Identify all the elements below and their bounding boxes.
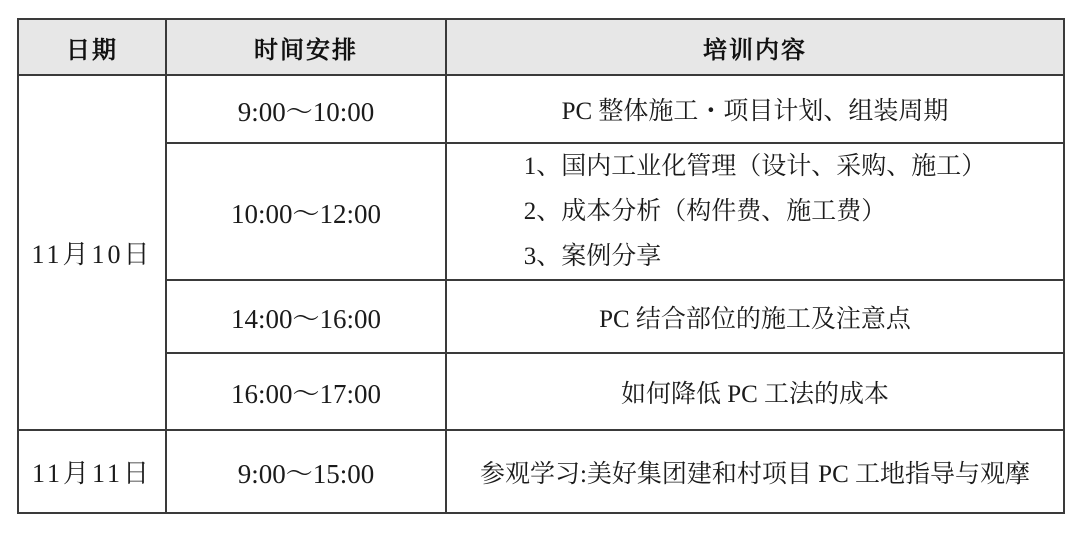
content-cell [446, 143, 1064, 280]
time-cell: 14:00～16:00 [166, 280, 446, 353]
training-schedule-table [17, 18, 1065, 514]
table-row [18, 143, 1064, 280]
header-date: 日期 [18, 19, 166, 75]
time-cell: 9:00～15:00 [166, 430, 446, 513]
table-row [18, 430, 1064, 513]
table-row [18, 75, 1064, 143]
content-line-3: 3、案例分享 [523, 243, 662, 270]
content-list [524, 144, 987, 279]
table-header-row [18, 19, 1064, 75]
header-time: 时间安排 [166, 19, 446, 75]
header-content: 培训内容 [446, 19, 1064, 75]
table-row [18, 353, 1064, 430]
time-cell: 9:00～10:00 [166, 75, 446, 143]
training-schedule-table-wrap [17, 18, 1065, 514]
content-line-2: 2、成本分析（构件费、施工费） [523, 198, 887, 225]
date-cell-nov10: 11月10日 [18, 75, 166, 430]
content-cell: PC 整体施工・项目计划、组装周期 [446, 75, 1064, 143]
content-cell: PC 结合部位的施工及注意点 [446, 280, 1064, 353]
table-row [18, 280, 1064, 353]
content-cell: 如何降低 PC 工法的成本 [446, 353, 1064, 430]
time-cell: 10:00～12:00 [166, 143, 446, 280]
date-cell-nov11: 11月11日 [18, 430, 166, 513]
content-cell: 参观学习:美好集团建和村项目 PC 工地指导与观摩 [446, 430, 1064, 513]
content-line-1: 1、国内工业化管理（设计、采购、施工） [523, 153, 987, 180]
time-cell: 16:00～17:00 [166, 353, 446, 430]
